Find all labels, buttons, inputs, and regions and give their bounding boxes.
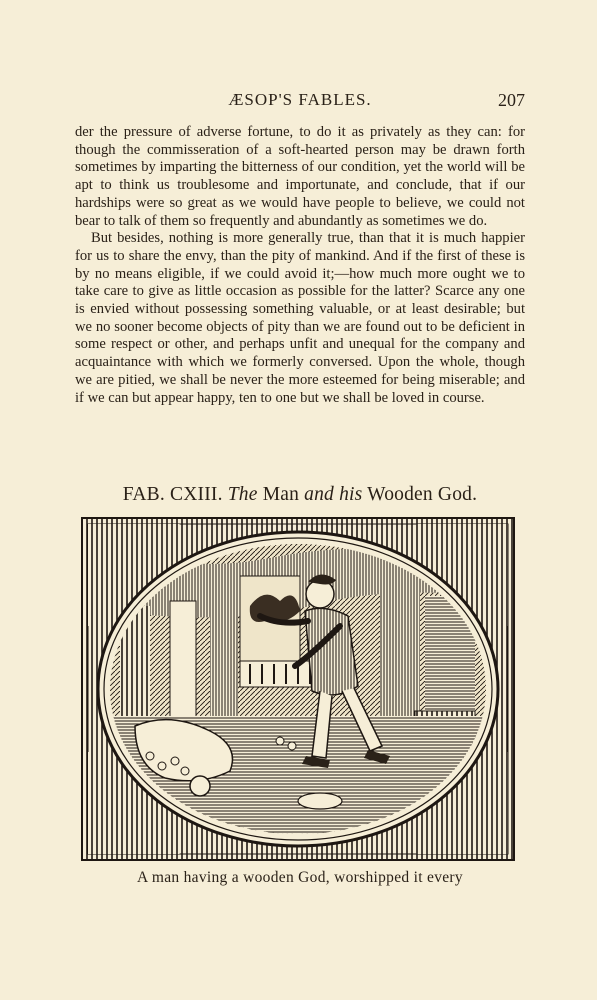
- fable-number: FAB. CXIII.: [122, 484, 223, 505]
- fable-title-man: Man: [262, 484, 300, 505]
- caption: A man having a wooden God, worshipped it every: [137, 869, 463, 886]
- paragraph-1: der the pressure of adverse fortune, to do it as privately as they can: for though the commisseration of a soft-hearted person may be drawn forth sometimes by imparting the bitterness of our condition, yet the world will be apt to think us troublesome and importunate, and conclude, that if our hardships were so great as we would have people to believe, we could not bear to talk of them so frequently and abundantly as sometimes we do.: [75, 124, 525, 229]
- page-number: 207: [498, 90, 525, 110]
- woodcut-illustration: [80, 516, 516, 862]
- paragraph-2: But besides, nothing is more generally true, than that it is much happier for us to share the envy, than the pity of mankind. And if the first of these is by no means eligible, if we could avoid it;—how much more ought we to take care to give as little occasion as possible for the latter? Scarce any one is envied without possessing something valuable, or at least desirable; but we no sooner become objects of pity than we are found out to be deficient in some respect or other, and perhaps unfit and unequal for the company and acquaintance with which we formerly conversed. Upon the whole, though we are pitied, we shall be never the more esteemed for being miserable; and if we can but appear happy, ten to one but we shall be loved in course.: [75, 230, 525, 406]
- fable-heading: [75, 484, 525, 506]
- fable-title-object: Wooden God.: [367, 484, 478, 505]
- fable-title-his: his: [339, 484, 363, 505]
- body-text: [75, 124, 525, 407]
- fable-title-and: and: [304, 484, 334, 505]
- fable-title-the: The: [227, 484, 258, 505]
- running-title: ÆSOP'S FABLES.: [228, 90, 372, 109]
- running-head: [75, 90, 525, 114]
